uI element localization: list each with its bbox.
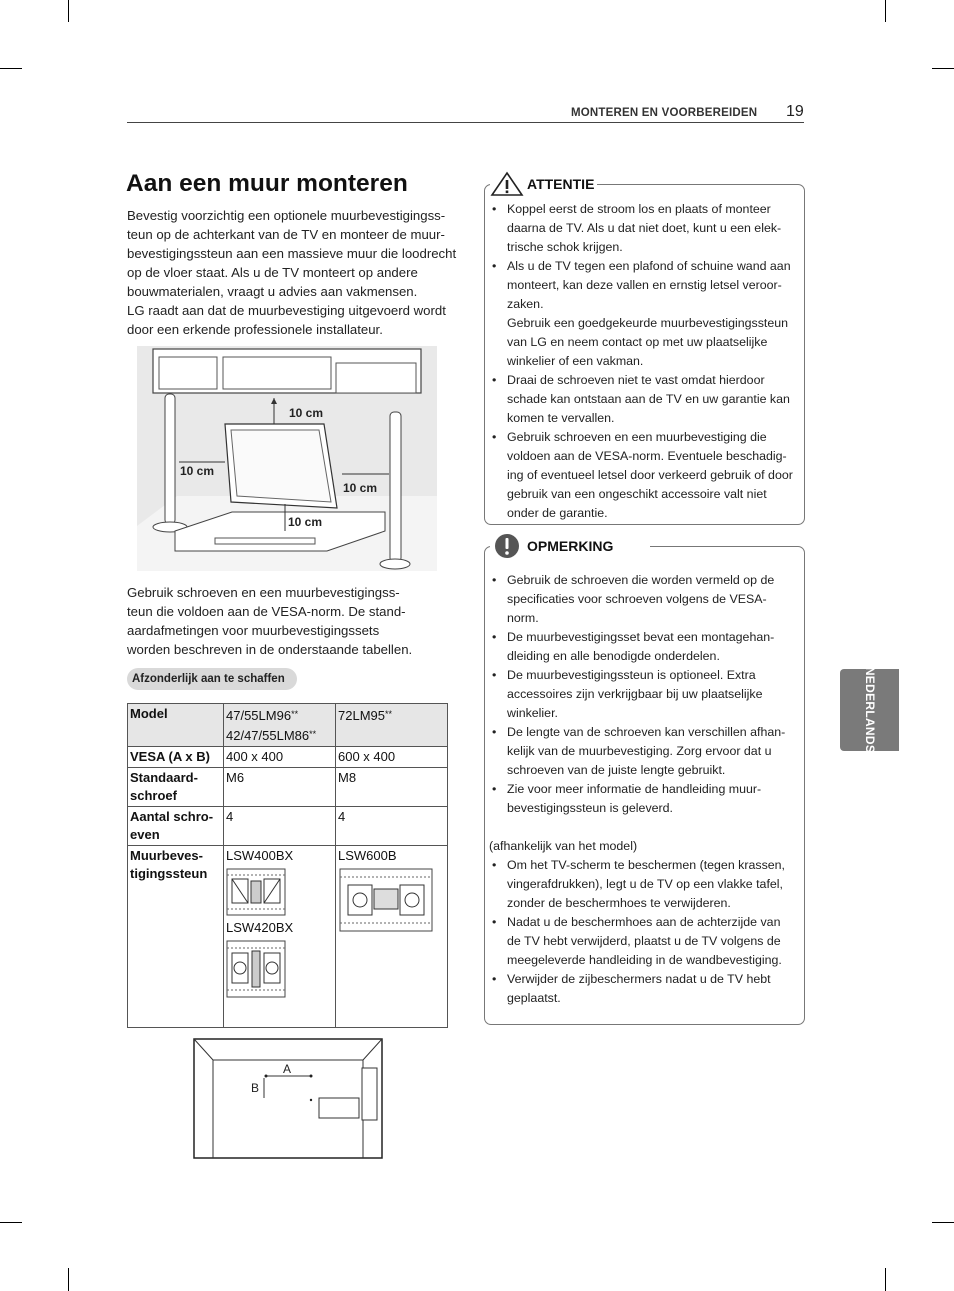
intro-line: LG raadt aan dat de muurbevestiging uitgevoerd wordt bbox=[127, 303, 446, 318]
item-line: schroeven van de juiste lengte gebruikt. bbox=[507, 763, 726, 777]
opmerking-heading bbox=[490, 533, 650, 559]
row-label-model: Model bbox=[128, 704, 224, 747]
wall-mount-spec-table bbox=[127, 703, 448, 1028]
item-line: • De muurbevestigingssteun is optioneel. Extra bbox=[507, 668, 756, 682]
list-item bbox=[485, 571, 803, 628]
item-line: specificaties voor schroeven volgens de VESA- bbox=[507, 592, 767, 606]
model-value: 72LM95 bbox=[338, 708, 385, 723]
item-line: norm. bbox=[507, 611, 539, 625]
item-line: bevestigingssteun is geleverd. bbox=[507, 801, 673, 815]
footnote-marker: ** bbox=[309, 729, 317, 739]
row-label-vesa: VESA (A x B) bbox=[128, 747, 224, 768]
row-label-screw bbox=[128, 768, 224, 807]
item-line: zonder de beschermhoes te verwijderen. bbox=[507, 896, 731, 910]
crop-mark bbox=[0, 68, 22, 69]
list-item bbox=[485, 257, 803, 371]
item-line: • De lengte van de schroeven kan verschillen afhan- bbox=[507, 725, 786, 739]
vesa-paragraph bbox=[127, 583, 452, 659]
item-line: • Verwijder de zijbeschermers nadat u de TV hebt bbox=[507, 972, 771, 986]
list-item bbox=[485, 200, 803, 257]
table-row bbox=[128, 846, 448, 1028]
intro-line: door een erkende professionele installateur. bbox=[127, 322, 383, 337]
item-line: van LG en neem contact op met uw plaatselijke bbox=[507, 335, 768, 349]
item-line: meegeleverde handleiding in de wandbevestiging. bbox=[507, 953, 782, 967]
header-divider bbox=[127, 122, 804, 123]
vesa-dimension-diagram bbox=[193, 1038, 383, 1159]
clearance-right-label: 10 cm bbox=[343, 481, 378, 495]
language-label: NEDERLANDS bbox=[862, 666, 877, 754]
vesa-line: aardafmetingen voor muurbevestigingssets bbox=[127, 623, 380, 638]
label-part: Standaard- bbox=[130, 770, 198, 785]
crop-mark bbox=[0, 1222, 22, 1223]
item-line: kelijk van de muurbevestiging. Zorg ervoor dat u bbox=[507, 744, 772, 758]
table-cell: 600 x 400 bbox=[336, 747, 448, 768]
item-line: komen te vervallen. bbox=[507, 411, 615, 425]
crop-mark bbox=[68, 0, 69, 22]
item-line: • Als u de TV tegen een plafond of schuine wand aan bbox=[507, 259, 791, 273]
item-line: winkelier of een vakman. bbox=[507, 354, 644, 368]
table-cell: M6 bbox=[224, 768, 336, 807]
intro-line: teun op de achterkant van de TV en monteer de muur- bbox=[127, 227, 445, 242]
item-line: gebruik van een ongeschikt accessoire valt niet bbox=[507, 487, 767, 501]
footnote-marker: ** bbox=[291, 709, 299, 719]
model-dependent-note: (afhankelijk van het model) bbox=[489, 839, 638, 853]
bracket-cell bbox=[336, 846, 448, 1028]
separately-purchased-badge: Afzonderlijk aan te schaffen bbox=[127, 668, 297, 690]
item-line: de TV hebt verwijderd, plaatst u de TV volgens de bbox=[507, 934, 781, 948]
item-line: daarna de TV. Als u dat niet doet, kunt u een elek- bbox=[507, 221, 782, 235]
lsw600b-bracket-image bbox=[338, 867, 434, 933]
table-cell: M8 bbox=[336, 768, 448, 807]
intro-paragraph bbox=[127, 206, 457, 339]
item-line: voldoen aan de VESA-norm. Eventuele beschadig- bbox=[507, 449, 787, 463]
wall-clearance-illustration bbox=[137, 346, 437, 571]
crop-mark bbox=[885, 0, 886, 22]
list-item bbox=[485, 628, 803, 666]
dimension-b-label: B bbox=[251, 1081, 260, 1095]
table-row bbox=[128, 807, 448, 846]
list-item bbox=[485, 666, 803, 723]
item-line: schade kan ontstaan aan de TV en uw garantie kan bbox=[507, 392, 790, 406]
list-item bbox=[485, 856, 803, 913]
bracket-cell bbox=[224, 846, 336, 1028]
item-line: • Om het TV-scherm te beschermen (tegen krassen, bbox=[507, 858, 785, 872]
item-line: dleiding en alle benodigde onderdelen. bbox=[507, 649, 720, 663]
table-row bbox=[128, 704, 448, 747]
row-label-bracket bbox=[128, 846, 224, 1028]
table-cell: 400 x 400 bbox=[224, 747, 336, 768]
intro-line: op de vloer staat. Als u de TV monteert op andere bbox=[127, 265, 418, 280]
attentie-box bbox=[484, 184, 805, 525]
list-item bbox=[485, 913, 803, 970]
table-cell: 4 bbox=[336, 807, 448, 846]
warning-triangle-icon bbox=[490, 171, 524, 197]
lsw400bx-bracket-image bbox=[226, 867, 286, 917]
running-header: MONTEREN EN VOORBEREIDEN bbox=[571, 107, 758, 119]
vesa-line: teun die voldoen aan de VESA-norm. De stand- bbox=[127, 604, 406, 619]
intro-line: bouwmaterialen, vraagt u advies aan vakmensen. bbox=[127, 284, 418, 299]
crop-mark bbox=[932, 68, 954, 69]
item-line: winkelier. bbox=[507, 706, 558, 720]
list-item bbox=[485, 970, 803, 1008]
page-title: Aan een muur monteren bbox=[126, 170, 408, 197]
attentie-title: ATTENTIE bbox=[527, 176, 595, 192]
opmerking-title: OPMERKING bbox=[527, 538, 614, 554]
item-line: ing of eventueel letsel door verkeerd gebruik of door bbox=[507, 468, 793, 482]
table-row bbox=[128, 768, 448, 807]
crop-mark bbox=[68, 1268, 69, 1291]
item-line: accessoires zijn verkrijgbaar bij uw plaatselijke bbox=[507, 687, 763, 701]
label-part: Muurbeves- bbox=[130, 848, 203, 863]
item-line: vingerafdrukken), legt u de TV op een vlakke tafel, bbox=[507, 877, 783, 891]
page-number: 19 bbox=[786, 103, 804, 120]
model-value: 47/55LM96 bbox=[226, 708, 292, 723]
model-value: 42/47/55LM86 bbox=[226, 728, 310, 743]
clearance-top-label: 10 cm bbox=[289, 406, 324, 420]
item-line: • Nadat u de beschermhoes aan de achterzijde van bbox=[507, 915, 781, 929]
item-line: • Gebruik schroeven en een muurbevestiging die bbox=[507, 430, 767, 444]
item-line: • De muurbevestigingsset bevat een montagehan- bbox=[507, 630, 775, 644]
item-line: geplaatst. bbox=[507, 991, 561, 1005]
label-part: schroef bbox=[130, 788, 177, 803]
list-item bbox=[485, 723, 803, 780]
intro-line: Bevestig voorzichtig een optionele muurbevestigingss- bbox=[127, 208, 446, 223]
opmerking-box bbox=[484, 546, 805, 1025]
item-line: zaken. bbox=[507, 297, 544, 311]
list-item bbox=[485, 371, 803, 428]
table-row bbox=[128, 747, 448, 768]
item-line: • Draai de schroeven niet te vast omdat hierdoor bbox=[507, 373, 765, 387]
item-line: onder de garantie. bbox=[507, 506, 608, 520]
item-line: • Zie voor meer informatie de handleiding muur- bbox=[507, 782, 762, 796]
item-line: • Gebruik de schroeven die worden vermeld op de bbox=[507, 573, 775, 587]
row-label-screw-count bbox=[128, 807, 224, 846]
clearance-left-label: 10 cm bbox=[180, 464, 215, 478]
label-part: Aantal schro- bbox=[130, 809, 214, 824]
vesa-line: Gebruik schroeven en een muurbevestigingss- bbox=[127, 585, 400, 600]
list-item bbox=[485, 428, 803, 523]
attentie-heading bbox=[490, 171, 597, 197]
intro-line: bevestigingssteun aan een massieve muur die loodrecht bbox=[127, 246, 457, 261]
model-cell bbox=[336, 704, 448, 747]
crop-mark bbox=[932, 1222, 954, 1223]
bracket-model: LSW400BX bbox=[226, 848, 294, 863]
table-cell: 4 bbox=[224, 807, 336, 846]
model-cell bbox=[224, 704, 336, 747]
language-side-tab bbox=[840, 666, 899, 754]
footnote-marker: ** bbox=[384, 709, 392, 719]
bracket-model: LSW600B bbox=[338, 848, 397, 863]
label-part: even bbox=[130, 827, 160, 842]
vesa-line: worden beschreven in de onderstaande tabellen. bbox=[127, 642, 413, 657]
item-line: Gebruik een goedgekeurde muurbevestigingssteun bbox=[507, 316, 789, 330]
crop-mark bbox=[885, 1268, 886, 1291]
note-exclamation-icon bbox=[490, 533, 524, 559]
lsw420bx-bracket-image bbox=[226, 939, 286, 999]
bracket-model: LSW420BX bbox=[226, 920, 294, 935]
item-line: • Koppel eerst de stroom los en plaats of monteer bbox=[507, 202, 771, 216]
item-line: trische schok krijgen. bbox=[507, 240, 623, 254]
label-part: tigingssteun bbox=[130, 866, 208, 881]
clearance-bottom-label: 10 cm bbox=[288, 515, 323, 529]
item-line: monteert, kan deze vallen en ernstig letsel veroor- bbox=[507, 278, 782, 292]
dimension-a-label: A bbox=[283, 1062, 292, 1076]
list-item bbox=[485, 780, 803, 818]
